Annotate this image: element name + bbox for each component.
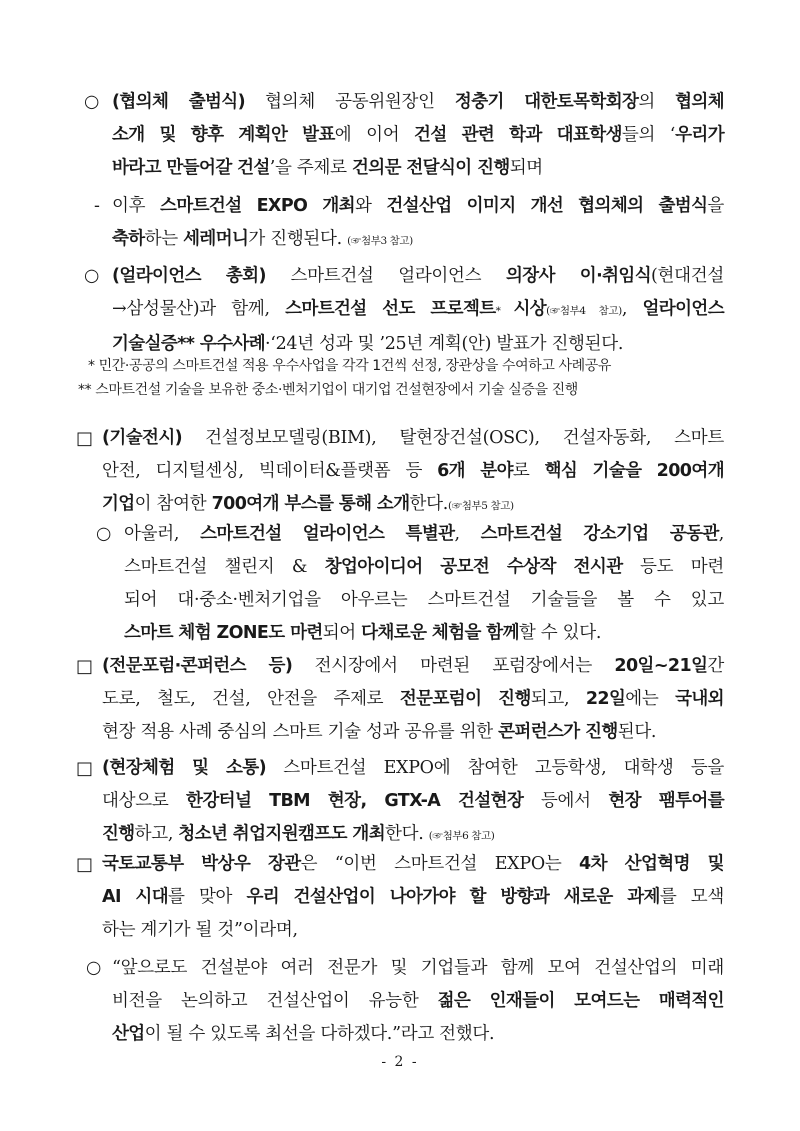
paragraph-minister-quote — [86, 952, 724, 1051]
text-line: “앞으로도 건설분야 여러 전문가 및 기업들과 함께 모여 건설산업의 미래 — [112, 958, 724, 978]
text-line: 산업이 될 수 있도록 최선을 다하겠다.”라고 전했다. — [112, 1024, 495, 1044]
paragraph-inauguration — [84, 86, 725, 185]
square-bullet: □ — [76, 854, 93, 875]
text-line: 도로, 철도, 건설, 안전을 주제로 전문포럼이 진행되고, 22일에는 국내외 — [102, 689, 724, 709]
text-line: (기술전시) 건설정보모델링(BIM), 탈현장건설(OSC), 건설자동화, 스마트 — [102, 428, 724, 448]
paragraph-minister-remarks — [76, 848, 724, 947]
text-line: 아울러, 스마트건설 얼라이언스 특별관, 스마트건설 강소기업 공동관, — [124, 524, 724, 544]
square-bullet: □ — [76, 758, 93, 779]
attachment-reference: (☞첨부4 참고) — [546, 305, 622, 317]
footnote-2: ** 스마트건설 기술을 보유한 중소·벤처기업이 대기업 건설현장에서 기술 실증을 진행 — [78, 382, 578, 398]
attachment-reference: (☞첨부3 참고) — [347, 235, 413, 247]
paragraph-special-halls — [96, 518, 724, 650]
circle-bullet: ○ — [86, 958, 101, 978]
text-line: 소개 및 향후 계획안 발표에 이어 건설 관련 학과 대표학생들의 ‘우리가 — [112, 125, 724, 145]
circle-bullet: ○ — [84, 92, 99, 112]
square-bullet: □ — [76, 656, 93, 677]
text-line: (현장체험 및 소통) 스마트건설 EXPO에 참여한 고등학생, 대학생 등을 — [102, 758, 724, 778]
text-line: AI 시대를 맞아 우리 건설산업이 나아가야 할 방향과 새로운 과제를 모색 — [102, 887, 724, 907]
text-line: 기업이 참여한 700여개 부스를 통해 소개한다.(☞첨부5 참고) — [102, 494, 514, 514]
paragraph-alliance — [84, 260, 724, 361]
paragraph-forum — [76, 650, 724, 749]
attachment-reference: (☞첨부6 참고) — [428, 830, 495, 842]
text-line: 스마트건설 챌린지 & 창업아이디어 공모전 수상작 전시관 등도 마련 — [124, 557, 724, 577]
circle-bullet: ○ — [84, 266, 99, 286]
text-line: 현장 적용 사례 중심의 스마트 기술 성과 공유를 위한 콘퍼런스가 진행된다. — [102, 722, 657, 742]
paragraph-field-experience — [76, 752, 725, 853]
attachment-reference: (☞첨부5 참고) — [448, 500, 514, 512]
paragraph-ceremony — [94, 190, 724, 258]
text-line: (전문포럼·콘퍼런스 등) 전시장에서 마련된 포럼장에서는 20일~21일간 — [102, 656, 724, 676]
paragraph-exhibition — [76, 422, 724, 523]
text-line: 대상으로 한강터널 TBM 현장, GTX-A 건설현장 등에서 현장 팸투어를 — [102, 791, 725, 811]
footnote-1: * 민간·공공의 스마트건설 적용 우수사업을 각각 1건씩 선정, 장관상을 수여하고 사례공유 — [88, 358, 612, 374]
text-line: 되어 대·중소·벤처기업을 아우르는 스마트건설 기술들을 볼 수 있고 — [124, 590, 724, 610]
text-line: 바라고 만들어갈 건설’을 주제로 건의문 전달식이 진행되며 — [112, 158, 543, 178]
text-line: →삼성물산)과 함께, 스마트건설 선도 프로젝트* 시상(☞첨부4 참고), 얼라이언스 — [112, 299, 724, 319]
text-line: 국토교통부 박상우 장관은 “이번 스마트건설 EXPO는 4차 산업혁명 및 — [102, 854, 724, 874]
text-line: 비전을 논의하고 건설산업이 유능한 젊은 인재들이 모여드는 매력적인 — [112, 991, 724, 1011]
text-line: 이후 스마트건설 EXPO 개최와 건설산업 이미지 개선 협의체의 출범식을 — [112, 196, 724, 216]
text-line: 안전, 디지털센싱, 빅데이터&플랫폼 등 6개 분야로 핵심 기술을 200여개 — [102, 461, 724, 481]
text-line: (얼라이언스 총회) 스마트건설 얼라이언스 의장사 이·취임식(현대건설 — [112, 266, 724, 286]
square-bullet: □ — [76, 428, 93, 449]
page-number: - 2 - — [381, 1054, 419, 1070]
text-line: 스마트 체험 ZONE도 마련되어 다채로운 체험을 함께할 수 있다. — [124, 623, 602, 643]
dash-bullet: - — [94, 196, 100, 216]
text-line: 기술실증** 우수사례·‘24년 성과 및 ’25년 계획(안) 발표가 진행된다. — [112, 334, 624, 354]
circle-bullet: ○ — [96, 524, 111, 544]
text-line: 진행하고, 청소년 취업지원캠프도 개최한다. (☞첨부6 참고) — [102, 824, 495, 844]
text-line: 축하하는 세레머니가 진행된다. (☞첨부3 참고) — [112, 229, 413, 249]
text-line: 하는 계기가 될 것”이라며, — [102, 920, 298, 940]
text-line: (협의체 출범식) 협의체 공동위원장인 정충기 대한토목학회장의 협의체 — [112, 92, 725, 112]
